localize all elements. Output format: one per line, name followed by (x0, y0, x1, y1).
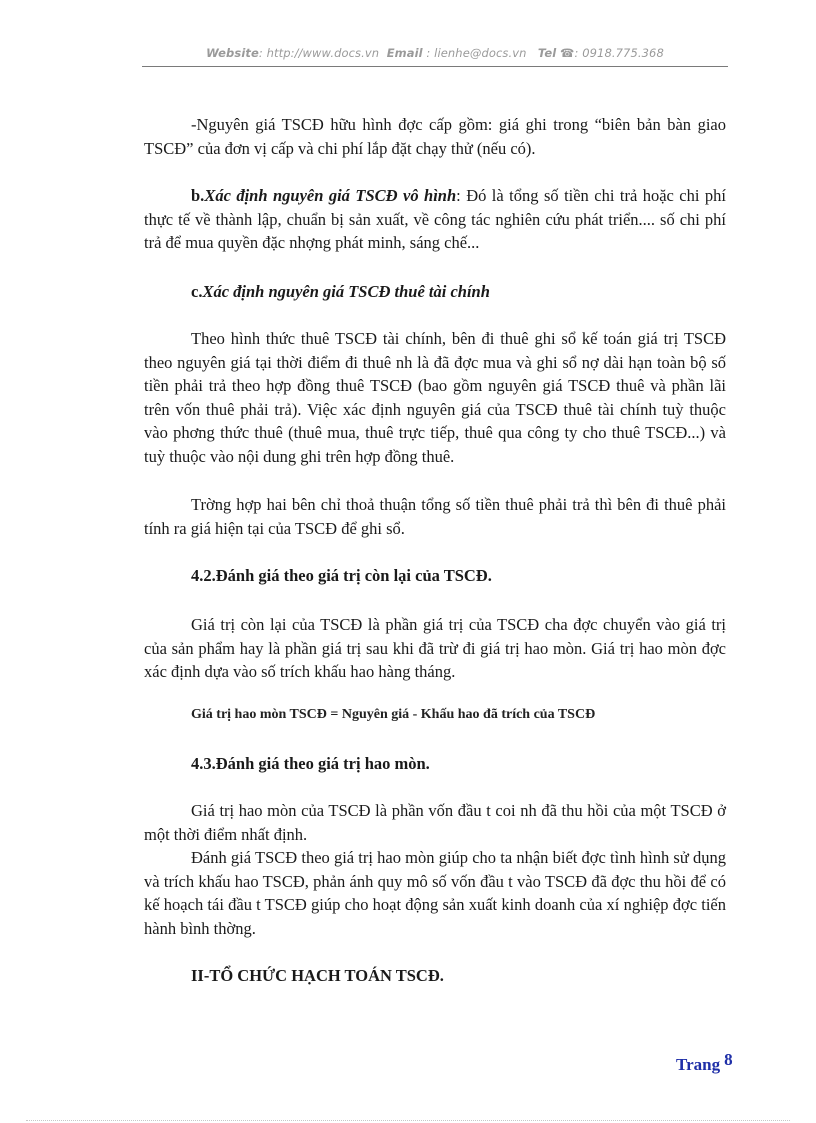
website-value: : http://www.docs.vn (258, 46, 380, 60)
footer-rule (26, 1120, 790, 1121)
tel-value: : 0918.775.368 (574, 46, 664, 60)
page-header (142, 46, 728, 60)
section-b-title: Xác định nguyên giá TSCĐ vô hình (204, 186, 457, 205)
page-label: Trang (676, 1055, 721, 1074)
header-rule (142, 66, 728, 67)
paragraph-tscd-vo-hinh (144, 184, 726, 255)
tel-label: Tel (537, 46, 557, 60)
page-number (676, 1050, 733, 1075)
section-c-prefix: c. (191, 282, 203, 301)
heading-4-2: 4.2.Đánh giá theo giá trị còn lại của TSCĐ. (191, 566, 492, 585)
section-b-body: : Đó là tổng số tiền chi trả hoặc chi phí thực tế về thành lập, chuẩn bị sản xuất, về công tác nghiên cứu phát triển.... số chi phí trả để mua quyền đặc nhợng phát minh, sáng chế... (144, 186, 727, 252)
paragraph-thoa-thuan: Trờng hợp hai bên chỉ thoả thuận tổng số tiền thuê phải trả thì bên đi thuê phải tính ra giá hiện tại của TSCĐ để ghi sổ. (144, 495, 726, 538)
paragraph-danh-gia-hao-mon: Đánh giá TSCĐ theo giá trị hao mòn giúp cho ta nhận biết đợc tình hình sử dụng và trích khấu hao TSCĐ, phản ánh quy mô số vốn đầu t vào TSCĐ đã đợc thu hồi để có kế hoạch tái đầu t TSCĐ giúp cho hoạt động sản xuất kinh doanh của xí nghiệp đợc tiến hành bình thờng. (144, 848, 726, 938)
phone-icon: ☎ (560, 46, 575, 60)
paragraph-gia-tri-con-lai: Giá trị còn lại của TSCĐ là phần giá trị của TSCĐ cha đợc chuyển vào giá trị của sản phẩm hay là phần giá trị sau khi đã trừ đi giá trị hao mòn. Giá trị hao mòn đợc xác định dựa vào số trích khấu hao hàng tháng. (144, 615, 726, 681)
website-label: Website (206, 46, 259, 60)
heading-4-3: 4.3.Đánh giá theo giá trị hao mòn. (191, 754, 430, 773)
page-number-value: 8 (724, 1050, 733, 1069)
paragraph-thue-tai-chinh: Theo hình thức thuê TSCĐ tài chính, bên đi thuê ghi sổ kế toán giá trị TSCĐ theo nguyên giá tại thời điểm đi thuê nh là đã đợc mua và ghi sổ nợ dài hạn toàn bộ số tiền phải trả theo hợp đồng thuê TSCĐ (bao gồm nguyên giá TSCĐ thuê và phần lãi trên vốn thuê phải trả). Việc xác định nguyên giá của TSCĐ thuê tài chính tuỳ thuộc vào phơng thức thuê (thuê mua, thuê trực tiếp, thuê qua công ty cho thuê TSCĐ...) và tuỳ thuộc vào nội dung ghi trên hợp đồng thuê. (144, 329, 726, 466)
paragraph-hao-mon: Giá trị hao mòn của TSCĐ là phần vốn đầu t coi nh đã thu hồi của một TSCĐ ở một thời điểm nhất định. (144, 801, 726, 844)
email-label: Email (386, 46, 423, 60)
section-c-title: Xác định nguyên giá TSCĐ thuê tài chính (202, 282, 490, 301)
paragraph-tscd-huu-hinh: -Nguyên giá TSCĐ hữu hình đợc cấp gồm: giá ghi trong “biên bản bàn giao TSCĐ” của đơn vị cấp và chi phí lắp đặt chạy thử (nếu có). (144, 115, 726, 158)
email-value: : lienhe@docs.vn (422, 46, 527, 60)
section-c-heading (144, 280, 726, 304)
section-b-prefix: b. (191, 186, 205, 205)
formula-hao-mon: Giá trị hao mòn TSCĐ = Nguyên giá - Khấu hao đã trích của TSCĐ (191, 707, 596, 722)
heading-ii: II-TỔ CHỨC HẠCH TOÁN TSCĐ. (191, 966, 444, 985)
